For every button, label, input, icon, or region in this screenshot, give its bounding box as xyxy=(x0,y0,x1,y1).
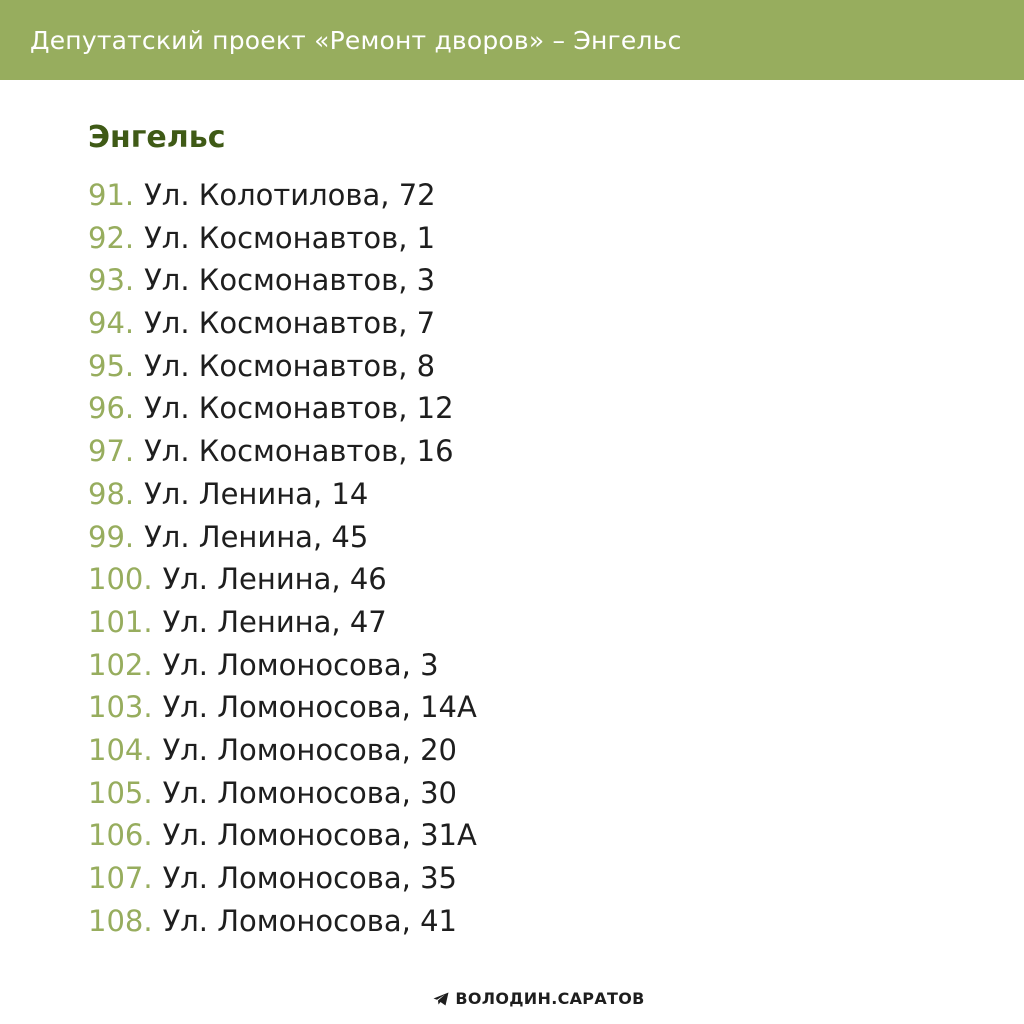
footer xyxy=(0,984,1024,1012)
list-item xyxy=(88,686,477,729)
item-address: Ул. Космонавтов, 16 xyxy=(144,434,454,469)
list-item xyxy=(88,558,477,601)
item-address: Ул. Космонавтов, 1 xyxy=(144,220,436,255)
item-number: 94. xyxy=(88,306,135,341)
section-title: Энгельс xyxy=(88,120,226,155)
item-address: Ул. Ломоносова, 35 xyxy=(162,861,457,895)
list-item xyxy=(88,302,477,345)
item-address: Ул. Ломоносова, 14А xyxy=(162,690,477,725)
item-address: Ул. Космонавтов, 12 xyxy=(144,391,454,426)
item-number: 100. xyxy=(88,562,153,597)
item-address: Ул. Космонавтов, 7 xyxy=(144,306,436,341)
item-number: 95. xyxy=(88,348,135,383)
list-item xyxy=(88,644,477,687)
item-address: Ул. Колотилова, 72 xyxy=(144,178,436,212)
item-number: 93. xyxy=(88,263,135,298)
item-number: 104. xyxy=(88,732,153,767)
item-address: Ул. Космонавтов, 8 xyxy=(144,348,436,383)
item-number: 107. xyxy=(88,861,153,895)
list-item xyxy=(88,217,477,260)
list-item xyxy=(88,601,477,644)
item-address: Ул. Ломоносова, 31А xyxy=(162,818,477,853)
footer-channel-name: ВОЛОДИН.САРАТОВ xyxy=(455,988,645,1008)
list-item xyxy=(88,430,477,473)
list-item xyxy=(88,729,477,772)
item-number: 102. xyxy=(88,647,153,682)
page-title: Депутатский проект «Ремонт дворов» – Энгельс xyxy=(30,25,682,55)
item-address: Ул. Ломоносова, 41 xyxy=(162,903,457,938)
list-item xyxy=(88,814,477,857)
item-address: Ул. Ленина, 45 xyxy=(144,519,369,554)
list-item xyxy=(88,516,477,559)
list-item xyxy=(88,259,477,302)
item-number: 99. xyxy=(88,519,135,554)
item-number: 91. xyxy=(88,178,135,212)
address-list xyxy=(88,174,477,942)
item-number: 97. xyxy=(88,434,135,469)
item-number: 106. xyxy=(88,818,153,853)
item-address: Ул. Ломоносова, 20 xyxy=(162,732,457,767)
list-item xyxy=(88,900,477,943)
list-item xyxy=(88,174,477,217)
item-address: Ул. Ленина, 46 xyxy=(162,562,387,597)
footer-brand[interactable] xyxy=(433,989,644,1008)
header-bar xyxy=(0,0,1024,80)
item-address: Ул. Космонавтов, 3 xyxy=(144,263,436,298)
item-address: Ул. Ломоносова, 3 xyxy=(162,647,439,682)
list-item xyxy=(88,857,477,900)
item-address: Ул. Ленина, 14 xyxy=(144,476,369,511)
item-number: 96. xyxy=(88,391,135,426)
telegram-icon xyxy=(433,991,449,1005)
item-number: 108. xyxy=(88,903,153,938)
item-address: Ул. Ломоносова, 30 xyxy=(162,775,457,810)
list-item xyxy=(88,345,477,388)
list-item xyxy=(88,387,477,430)
item-number: 101. xyxy=(88,604,153,639)
item-number: 98. xyxy=(88,476,135,511)
item-address: Ул. Ленина, 47 xyxy=(162,604,387,639)
item-number: 92. xyxy=(88,220,135,255)
list-item xyxy=(88,473,477,516)
list-item xyxy=(88,772,477,815)
item-number: 105. xyxy=(88,775,153,810)
item-number: 103. xyxy=(88,690,153,725)
